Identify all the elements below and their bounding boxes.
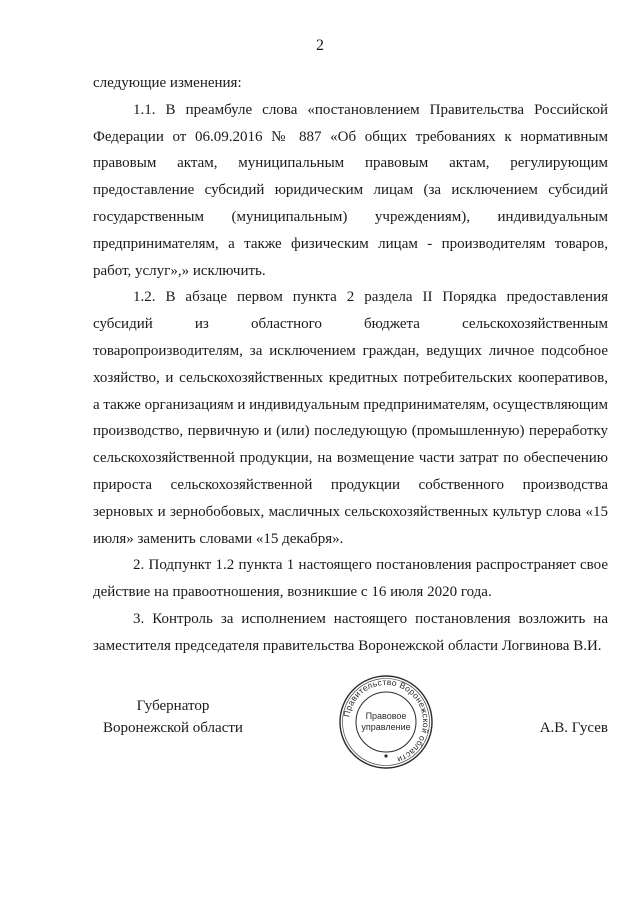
stamp-dot bbox=[384, 754, 387, 757]
paragraph-1-2: 1.2. В абзаце первом пункта 2 раздела II Порядка предоставления субсидий из областного бюджета сельскохозяйственным товаропроизводителям, за исключением граждан, ведущих личное подсобное хозяйство, и сельскохозяйственных кредитных потребительских кооперативов, а также организациям и индивидуальным предпринимателям, осуществляющим производство, первичную и (или) последующую (промышленную) переработку сельскохозяйственной продукции, на возмещение части затрат по обеспечению прироста сельскохозяйственной продукции собственного производства зерновых и зернобобовых, масличных сельскохозяйственных культур слова «15 июля» заменить словами «15 декабря». bbox=[93, 289, 608, 547]
signatory-title-line-1: Губернатор bbox=[136, 698, 210, 714]
paragraph-1-1: 1.1. В преамбуле слова «постановлением Правительства Российской Федерации от 06.09.2016 № 887 «Об общих требованиях к нормативным правовым актам, муниципальным правовым актам, регулирующим предоставление субсидий юридическим лицам (за исключением субсидий государственным (муниципальным) учреждениям), индивидуальным предпринимателям, а также физическим лицам - производителям товаров, работ, услуг»,» исключить. bbox=[93, 101, 608, 279]
signatory-name: А.В. Гусев bbox=[539, 720, 608, 736]
svg-text:Правительство Воронежской обла bbox=[341, 677, 431, 765]
page-number: 2 bbox=[316, 37, 324, 54]
signatory-title-line-2: Воронежской области bbox=[103, 720, 243, 736]
paragraph-2: 2. Подпункт 1.2 пункта 1 настоящего постановления распространяет свое действие на правоотношения, возникшие с 16 июля 2020 года. bbox=[93, 557, 608, 601]
document-body bbox=[93, 70, 608, 660]
official-stamp bbox=[338, 674, 434, 770]
stamp-ring-text: Правительство Воронежской области bbox=[341, 676, 432, 766]
signatory-title bbox=[93, 695, 253, 739]
paragraph-intro: следующие изменения: bbox=[93, 75, 242, 91]
paragraph-3: 3. Контроль за исполнением настоящего постановления возложить на заместителя председателя правительства Воронежской области Логвинова В.И. bbox=[93, 610, 608, 654]
stamp-inner-line-1: Правовое bbox=[365, 711, 407, 721]
stamp-inner-line-2: управление bbox=[361, 722, 411, 732]
